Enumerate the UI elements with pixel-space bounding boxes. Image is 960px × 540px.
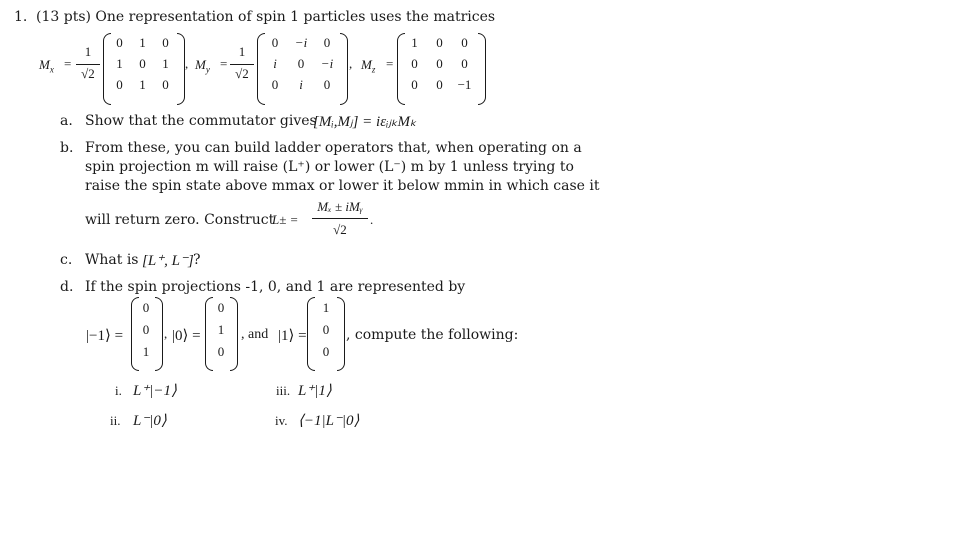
part_d.vec_m1-entry-1: 0 — [142, 322, 150, 337]
item-i-label: i. — [115, 383, 122, 398]
matrices.mx-cell-1-1: 0 — [139, 56, 146, 71]
mx-comma: , — [185, 56, 189, 71]
item-ii-expr: L⁻|0⟩ — [133, 413, 167, 429]
ladder-op-bar — [312, 218, 368, 219]
matrices.mz-cell-1-0: 0 — [411, 56, 418, 71]
matrices.mx-cell-1-2: 1 — [162, 56, 169, 71]
part-b-line1: From these, you can build ladder operators that, when operating on a — [85, 140, 582, 156]
part_d.vec_1-entry-1: 0 — [322, 322, 330, 337]
part-c-text: What is — [85, 252, 139, 268]
item-iii-expr: L⁺|1⟩ — [298, 383, 332, 399]
item-iii-label: iii. — [276, 383, 291, 398]
ket-comma-1: , — [164, 326, 168, 341]
vec-m1-right-paren — [155, 297, 163, 371]
mx-frac-den: √2 — [81, 66, 95, 81]
part-c-qmark: ? — [193, 252, 201, 268]
mx-equals: = — [64, 56, 72, 71]
matrices.my-cell-1-1: 0 — [297, 56, 305, 71]
mx-right-paren — [177, 33, 185, 105]
part-b-line2: spin projection m will raise (L⁺) or lower (L⁻) m by 1 unless trying to — [85, 159, 574, 175]
my-matrix — [262, 35, 342, 101]
part_d.vec_1-entry-2: 0 — [322, 344, 330, 359]
matrices.mx-cell-1-0: 1 — [116, 56, 123, 71]
ladder-op-period: . — [370, 212, 374, 227]
matrices.mz-cell-0-0: 1 — [411, 35, 418, 50]
part-a-letter: a. — [60, 113, 73, 129]
my-frac-num: 1 — [238, 44, 246, 59]
part_d.vec_m1-entry-2: 1 — [142, 344, 150, 359]
part-d-text: If the spin projections -1, 0, and 1 are represented by — [85, 279, 466, 295]
part-b-letter: b. — [60, 140, 74, 156]
part-b-line4: will return zero. Construct — [85, 212, 275, 228]
mz-matrix — [402, 35, 480, 101]
my-frac-den: √2 — [235, 66, 249, 81]
vec-zero — [211, 300, 231, 366]
compute-text: , compute the following: — [346, 327, 519, 343]
matrices.mz-cell-1-2: 0 — [461, 56, 468, 71]
my-frac-bar — [230, 64, 254, 65]
matrices.mx-cell-2-1: 1 — [139, 77, 146, 92]
part-d-letter: d. — [60, 279, 74, 295]
my-right-paren — [340, 33, 348, 105]
matrices.mx-cell-2-2: 0 — [162, 77, 169, 92]
vec-0-right-paren — [230, 297, 238, 371]
matrices.my-cell-2-2: 0 — [323, 77, 331, 92]
item-iv-label: iv. — [275, 413, 288, 428]
part-c-letter: c. — [60, 252, 73, 268]
matrices.my-cell-0-2: 0 — [323, 35, 331, 50]
part-c-formula: [L⁺, L⁻] — [142, 253, 194, 269]
matrices.mx-cell-0-0: 0 — [116, 35, 123, 50]
matrices.mz-cell-0-1: 0 — [436, 35, 443, 50]
matrices.my-cell-2-0: 0 — [271, 77, 279, 92]
mz-right-paren — [478, 33, 486, 105]
vec-1-right-paren — [337, 297, 345, 371]
matrices.mz-cell-2-2: −1 — [457, 77, 472, 92]
mx-frac-num: 1 — [84, 44, 92, 59]
vec-one — [313, 300, 339, 366]
matrices.my-cell-1-2: −i — [320, 56, 334, 71]
ladder-op-den: √2 — [333, 222, 347, 237]
item-i-expr: L⁺|−1⟩ — [133, 383, 177, 399]
matrices.mz-cell-2-1: 0 — [436, 77, 443, 92]
part_d.vec_1-entry-0: 1 — [322, 300, 330, 315]
matrices.my-cell-0-0: 0 — [271, 35, 279, 50]
mx-frac-bar — [76, 64, 100, 65]
part-b-line3: raise the spin state above mmax or lower it below mmin in which case it — [85, 178, 600, 194]
item-ii-label: ii. — [110, 413, 121, 428]
my-comma: , — [349, 56, 353, 71]
ladder-op-lhs: L± = — [272, 212, 299, 227]
ladder-op-num: Mₓ ± iMᵧ — [317, 199, 363, 214]
matrices.mz-cell-1-1: 0 — [436, 56, 443, 71]
item-iv-expr: ⟨−1|L⁻|0⟩ — [298, 413, 360, 429]
vec-minus-one — [136, 300, 156, 366]
ket-and: , and — [241, 327, 269, 342]
part_d.vec_0-entry-1: 1 — [217, 322, 225, 337]
part_d.vec_0-entry-2: 0 — [217, 344, 225, 359]
mx-matrix — [108, 35, 180, 101]
matrices.my-cell-2-1: i — [299, 77, 303, 92]
mz-label: $M_z$ — [361, 57, 376, 75]
matrices.my-cell-0-1: −i — [294, 35, 308, 50]
matrices.mx-cell-0-1: 1 — [139, 35, 146, 50]
part-a-formula: [Mᵢ,Mⱼ] = iεᵢⱼₖMₖ — [313, 114, 417, 130]
matrices.mz-cell-2-0: 0 — [411, 77, 418, 92]
ket-one: |1⟩ = — [278, 328, 307, 344]
mz-equals: = — [386, 56, 394, 71]
matrices.mx-cell-0-2: 0 — [162, 35, 169, 50]
ket-minus-one: |−1⟩ = — [86, 328, 124, 344]
problem-header: (13 pts) One representation of spin 1 particles uses the matrices — [36, 9, 496, 25]
my-equals: = — [220, 56, 228, 71]
problem-number: 1. — [14, 9, 28, 25]
ket-zero: |0⟩ = — [172, 328, 201, 344]
matrices.mx-cell-2-0: 0 — [116, 77, 123, 92]
matrices.mz-cell-0-2: 0 — [461, 35, 468, 50]
matrices.my-cell-1-0: i — [273, 56, 277, 71]
mx-label: $M_x$ — [39, 57, 54, 75]
part-a-text: Show that the commutator gives — [85, 113, 317, 129]
part_d.vec_m1-entry-0: 0 — [142, 300, 150, 315]
my-label: $M_y$ — [195, 57, 210, 75]
part_d.vec_0-entry-0: 0 — [217, 300, 225, 315]
